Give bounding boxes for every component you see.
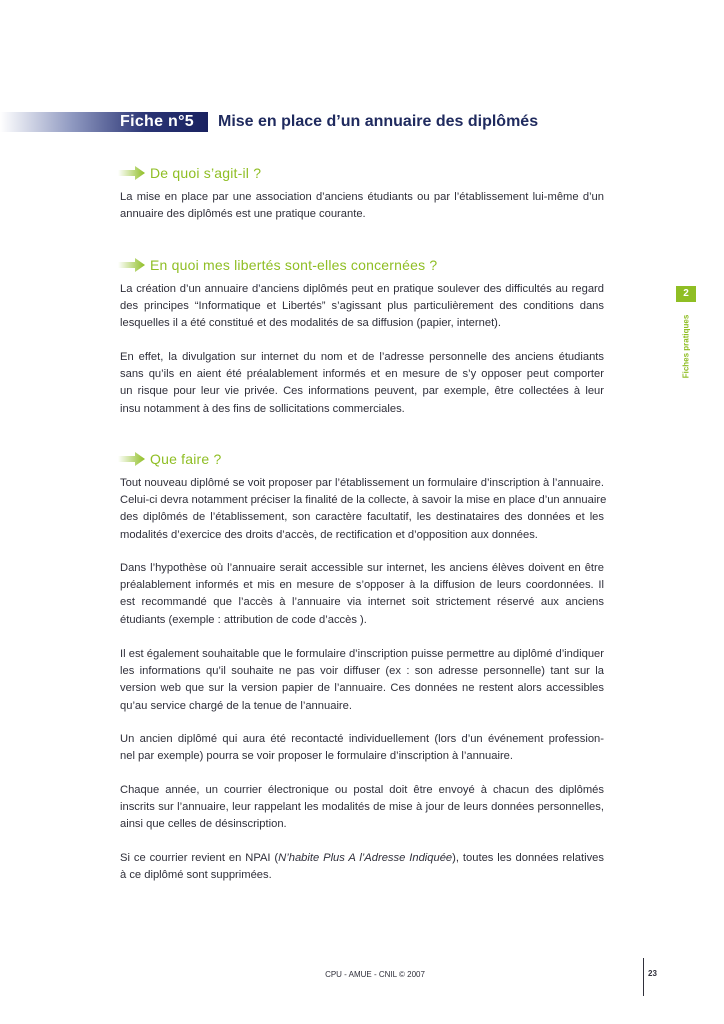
page-number: 23	[648, 969, 657, 978]
text-line: préalablement informés et mis en mesure de s’opposer à la diffusion de leurs coordonnées. Il	[120, 579, 604, 592]
text-line: étudiants (exemple : attribution de code d’accès ).	[120, 613, 367, 626]
text-line: Celui-ci devra notamment préciser la finalité de la collecte, à savoir la mise en place d’un annuaire	[120, 494, 607, 507]
text-line: à ce diplômé sont supprimées.	[120, 869, 272, 882]
text-line: insu notamment à des fins de sollicitations commerciales.	[120, 402, 405, 415]
chapter-label	[672, 306, 700, 386]
text-line: sans qu’ils en aient été préalablement informés et en mesure de s’y opposer peut comporter	[120, 368, 604, 381]
section-heading-what	[118, 164, 261, 182]
footer-copyright: CPU - AMUE - CNIL © 2007	[325, 970, 425, 979]
text-line: Il est également souhaitable que le formulaire d’inscription puisse permettre au diplômé d’indiquer	[120, 648, 604, 660]
fiche-label: Fiche n°5	[120, 113, 195, 130]
text-line: Un ancien diplômé qui aura été recontacté individuellement (lors d’un événement profession-	[120, 733, 604, 745]
arrow-right-icon	[118, 258, 145, 272]
section-heading-concern	[118, 256, 437, 274]
text-line: La mise en place par une association d’anciens étudiants ou par l’établissement lui-même d’un	[120, 191, 604, 203]
paragraph	[120, 782, 604, 834]
text-line: des diplômés de l’établissement, son caractère facultatif, les destinataires des données et les	[120, 511, 604, 524]
text-line: En effet, la divulgation sur internet du nom et de l’adresse personnelle des anciens étudiants	[120, 351, 604, 363]
text-line: Dans l’hypothèse où l’annuaire serait accessible sur internet, les anciens élèves doivent en être	[120, 562, 604, 574]
text-line: des principes “Informatique et Libertés” s’agissant plus particulièrement des conditions dans	[120, 300, 604, 313]
paragraph	[120, 646, 604, 715]
paragraph	[120, 475, 607, 544]
text-line: annuaire des diplômés est une pratique courante.	[120, 208, 366, 221]
text-line	[120, 850, 604, 867]
footer-divider	[643, 958, 644, 996]
section-title: Que faire ?	[150, 451, 222, 467]
paragraph	[120, 731, 604, 765]
chapter-label-text: Fiches pratiques	[681, 314, 691, 378]
chapter-tab: 2	[676, 286, 696, 302]
npai-expansion: N’habite Plus A l’Adresse Indiquée	[278, 852, 453, 864]
arrow-right-icon	[118, 166, 145, 180]
paragraph	[120, 850, 604, 884]
section-title: De quoi s’agit-il ?	[150, 165, 262, 181]
text-segment: ), toutes les données relatives	[452, 852, 604, 864]
text-line: un risque pour leur vie privée. Ces informations peuvent, par exemple, être collectées à leur	[120, 385, 604, 398]
arrow-right-icon	[118, 452, 145, 466]
text-line: les informations qu’il souhaite ne pas voir diffuser (ex : son adresse personnelle) tant sur la	[120, 665, 604, 678]
page-title: Mise en place d’un annuaire des diplômés	[218, 113, 539, 130]
text-line: qu’au service chargé de la tenue de l’annuaire.	[120, 699, 352, 712]
paragraph	[120, 189, 604, 223]
text-line: modalités d’exercice des droits d’accès, de rectification et d’opposition aux données.	[120, 528, 538, 541]
text-segment: Si ce courrier revient en NPAI (	[120, 852, 279, 864]
text-line: version web que sur la version papier de l’annuaire. Ces données ne restent alors accessibles	[120, 682, 604, 695]
text-line: La création d’un annuaire d’anciens diplômés peut en pratique soulever des difficultés au regard	[120, 283, 604, 295]
text-line: inscrits sur l’annuaire, leur rappelant les modalités de mise à jour de leurs données personnelles,	[120, 801, 604, 814]
text-line: Tout nouveau diplômé se voit proposer par l’établissement un formulaire d’inscription à l’annuaire.	[120, 477, 604, 489]
text-line: nel par exemple) pourra se voir proposer le formulaire d’inscription à l’annuaire.	[120, 750, 513, 763]
section-heading-what-to-do	[118, 450, 221, 468]
paragraph	[120, 349, 604, 418]
paragraph	[120, 281, 604, 333]
section-title: En quoi mes libertés sont-elles concernées ?	[150, 257, 438, 273]
text-line: Chaque année, un courrier électronique ou postal doit être envoyé à chacun des diplômés	[120, 784, 604, 796]
text-line: est recommandé que l’accès à l’annuaire via internet soit strictement réservé aux anciens	[120, 596, 604, 609]
paragraph	[120, 560, 604, 629]
text-line: lesquelles il a été constitué et des modalités de sa diffusion (papier, internet).	[120, 317, 502, 330]
text-line: ainsi que celles de désinscription.	[120, 818, 287, 831]
